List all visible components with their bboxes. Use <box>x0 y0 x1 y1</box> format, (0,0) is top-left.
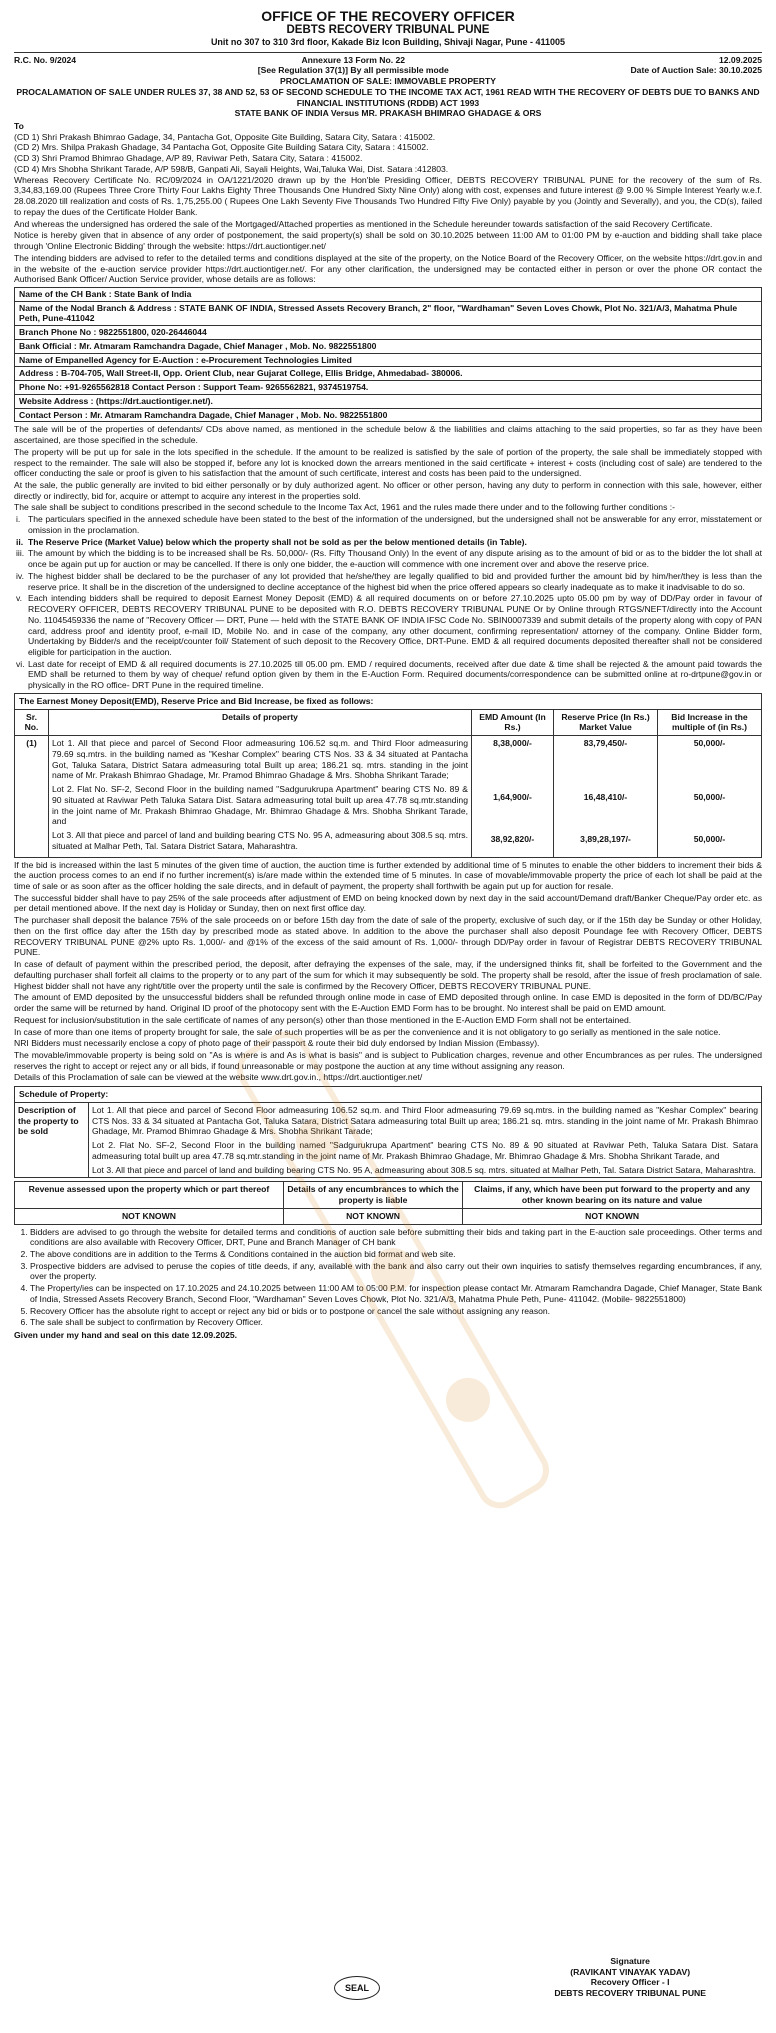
body-para-2: The property will be put up for sale in the lots specified in the schedule. If the amount to be realized is satisfied by the sale of portion of the property, the sale shall be immediately stopped with respect to the remainder. The sale will also be stopped if, before any lot is knocked down the arrears mentioned in the said certificate + interest + costs (including cost of sale) are tendered to the officer conducting the sale or proof is given to his satisfaction that the amount of such certificate, interest and costs has been paid to the undersigned. <box>14 446 762 479</box>
rc-number: R.C. No. 9/2024 <box>14 54 77 65</box>
agency-address: Address : B-704-705, Wall Street-II, Opp. Orient Club, near Gujarat College, Ellis Bridge, Ahmedabad- 380006. <box>15 367 761 381</box>
office-address: Unit no 307 to 310 3rd floor, Kakade Biz Icon Building, Shivaji Nagar, Pune - 411005 <box>210 37 566 48</box>
claims-header: Claims, if any, which have been put forward to the property and any other known bearing on its nature and value <box>463 1182 762 1208</box>
ch-bank-name: Name of the CH Bank : State Bank of India <box>15 288 761 302</box>
header-divider <box>14 52 762 53</box>
terms-para: Details of this Proclamation of sale can be viewed at the website www.drt.gov.in., https://drt.auctiontiger.net/ <box>14 1072 423 1083</box>
note-item: 4. The Property/ies can be inspected on 17.10.2025 and 24.10.2025 between 11:00 AM to 05:00 P.M. for inspection please contact Mr. Atmaram Ramchandra Dagade, Chief Manager, State Bank of India, Stressed Assets Recovery Branch, Second Floor, "Wardhaman" Seven Loves Chowk, Plot No. 321/A/3, Mahatma Phule Peth, Pune- 411042. (Mobile- 9822551800) <box>30 1283 762 1304</box>
emd-table-header <box>15 709 762 735</box>
bid-values <box>658 736 762 857</box>
schedule-lot-1: Lot 1. All that piece and parcel of Second Floor admeasuring 106.52 sq.m. and Third Floor admeasuring 79.69 sq.mtrs. in the building named as "Keshar Complex" bearing CTS Nos. 33 & 34 situated at Pantacha Got, Taluka Satara, District Satara admeasuring total Built up area; 186.21 sq. mtrs. standing in the joint name of Mr. Prakash Bhimrao Ghadage, Mr. Pramod Bhimrao Ghadage & Mrs. Shobha Shrikant Tarade; <box>92 1104 758 1137</box>
col-sr: Sr. No. <box>15 709 49 735</box>
emd-table-heading: The Earnest Money Deposit(EMD), Reserve Price and Bid Increase, be fixed as follows: <box>14 693 762 709</box>
cd1-address: (CD 1) Shri Prakash Bhimrao Gadage, 34, Pantacha Got, Opposite Gite Building, Satara City, Satara : 415002. <box>14 131 436 142</box>
signatory-name: (RAVIKANT VINAYAK YADAV) <box>570 1966 691 1977</box>
cd3-address: (CD 3) Shri Pramod Bhimrao Ghadage, A/P 89, Raviwar Peth, Satara City, Satara : 415002. <box>14 153 363 164</box>
lot-2-emd: 1,64,900/- <box>493 792 532 803</box>
lot-3-description: Lot 3. All that piece and parcel of land and building bearing CTS No. 95 A, admeasuring about 308.5 sq. mtrs. situated at Malhar Peth, Tal. Satara District Satara, Maharashtra. <box>52 830 468 851</box>
addressee-block <box>14 121 762 175</box>
table-row <box>15 736 762 857</box>
note-item: 2. The above conditions are in addition to the Terms & Conditions contained in the auction bid format and web site. <box>30 1249 762 1260</box>
condition-item: i. The particulars specified in the annexed schedule have been stated to the best of the information of the undersigned, but the undersigned shall not be answerable for any error, misstatement or omission in the proclamation. <box>16 514 762 535</box>
branch-phone: Branch Phone No : 9822551800, 020-26446044 <box>15 326 761 340</box>
signatory-office: DEBTS RECOVERY TRIBUNAL PUNE <box>554 1988 706 1999</box>
auction-date: Date of Auction Sale: 30.10.2025 <box>630 65 762 76</box>
cd4-address: (CD 4) Mrs Shobha Shrikant Tarade, A/P 598/B, Ganpati Ali, Sayali Heights, Wai,Taluka Wai, Dist. Satara :412803. <box>14 163 449 174</box>
terms-para: NRI Bidders must necessarily enclose a copy of photo page of their passport & route their bid duly endorsed by Indian Mission (Embassy). <box>14 1038 540 1049</box>
terms-para: If the bid is increased within the last 5 minutes of the given time of auction, the auction time is further extended by additional time of 5 minutes to enable the other bidders to increment their bids & the auction process comes to an end if no further increment(s) is/are made within the extended time of 5 minutes. In case of movable/immovable property the price of each lot shall be paid at the time of sale or as soon after as the officer holding the sale directs, and in default of payment, the property shall forthwith be again put up for auction for resale. <box>14 859 762 891</box>
cd2-address: (CD 2) Mrs. Shilpa Prakash Ghadage, 34 Pantacha Got, Opposite Gite Building Satara City, Satara : 415002. <box>14 142 429 153</box>
note-item: 5. Recovery Officer has the absolute right to accept or reject any bid or bids or to postpone or cancel the sale without assigning any reason. <box>30 1306 762 1317</box>
notes-list <box>14 1227 762 1329</box>
bank-official: Bank Official : Mr. Atmaram Ramchandra Dagade, Chief Manager , Mob. No. 9822551800 <box>15 340 761 354</box>
watermark-mark <box>438 1370 498 1430</box>
schedule-lot-3: Lot 3. All that piece and parcel of land and building bearing CTS No. 95 A, admeasuring about 308.5 sq. mtrs. situated at Malhar Peth, Tal. Satara District Satara, Maharashtra. <box>92 1164 756 1175</box>
note-item: 3. Prospective bidders are advised to peruse the copies of title deeds, if any, available with the bank and also carry out their own inquiries to satisfy themselves regarding encumbrances, if any, over the property. <box>30 1261 762 1282</box>
intro-para-2: And whereas the undersigned has ordered the sale of the Mortgaged/Attached properties as mentioned in the Schedule hereunder towards satisfaction of the said Recovery Certificate. <box>14 218 713 229</box>
schedule-label: Description of the property to be sold <box>15 1102 89 1177</box>
terms-para: The movable/immovable property is being sold on "As is where is and As is what is basis" and is subject to Publication charges, revenue and other Encumbrances as per rules. The undersigned reserves the right to accept or reject any or all bids, if found unreasonable or may postpone the auction at any time without assigning any reason. <box>14 1049 762 1071</box>
signatory-designation: Recovery Officer - I <box>590 1977 670 1988</box>
contact-person: Contact Person : Mr. Atmaram Ramchandra Dagade, Chief Manager , Mob. No. 9822551800 <box>19 409 388 420</box>
notice-date: 12.09.2025 <box>718 54 762 65</box>
terms-para: Request for inclusion/substitution in the sale certificate of names of any person(s) other than those mentioned in the E-Auction EMD Form shall not be entertained. <box>14 1014 632 1025</box>
condition-item: ii. The Reserve Price (Market Value) below which the property shall not be sold as per the below mentioned details (in Table). <box>16 536 527 547</box>
meta-row <box>14 55 762 76</box>
revenue-value: NOT KNOWN <box>15 1208 284 1224</box>
tribunal-title: DEBTS RECOVERY TRIBUNAL PUNE <box>286 24 490 37</box>
terms-para: In case of default of payment within the prescribed period, the deposit, after defraying the expenses of the sale, may, if the undersigned thinks fit, shall be forfeited to the Government and the defaulting purchaser shall forfeit all claims to the property or to any part of the sum for which it may subsequently be sold. The property shall be resold, after the issue of fresh proclamation of sale. Highest bidder shall not have any right/title over the property until the sale is confirmed by the Recovery Officer, DEBTS RECOVERY TRIBUNAL PUNE. <box>14 959 762 991</box>
col-emd: EMD Amount (In Rs.) <box>472 709 554 735</box>
table-row <box>15 1208 762 1224</box>
sr-number: (1) <box>15 736 49 857</box>
proclamation-title: PROCLAMATION OF SALE: IMMOVABLE PROPERTY <box>280 76 496 87</box>
lot-3-emd: 38,92,820/- <box>490 834 535 845</box>
claims-value: NOT KNOWN <box>463 1208 762 1224</box>
intro-para-4: The intending bidders are advised to refer to the detailed terms and conditions displayed at the site of the property, on the Notice Board of the Recovery Officer, on the website https://drt.gov.in and in the website of the e-auction service provider https://drt.auctiontiger.net/. For any other clarification, the undersigned may be contacted either in person or over the phone OR contact the Authorised Bank Officer/ Auction Service provider, whose details are as follows: <box>14 252 762 285</box>
lot-details <box>49 736 472 857</box>
reserve-values <box>554 736 658 857</box>
lot-1-description: Lot 1. All that piece and parcel of Second Floor admeasuring 106.52 sq.m. and Third Floor admeasuring 79.69 sq.mtrs. in the building named as "Keshar Complex" bearing CTS Nos. 33 & 34 situated at Pantacha Got, Taluka Satara, District Satara admeasuring total Built up area; 186.21 sq. mtrs. standing in the joint name of Mr. Prakash Bhimrao Ghadage, Mr. Pramod Bhimrao Ghadage & Mrs. Shobha Shrikant Tarade; <box>52 738 468 781</box>
terms-para: The purchaser shall deposit the balance 75% of the sale proceeds on or before 15th day from the date of sale of the property, exclusive of such day, or if the 15th day be Sunday or other Holiday, then on the first office day after the 15th day by prescribed mode as stated above. In addition to the above the purchaser shall also deposit Poundage fee with Recovery Officer, DEBTS RECOVERY TRIBUNAL PUNE @2% upto Rs. 1,000/- and @1% of the excess of the said amount of Rs. 1,000/- through DD/Pay order in favour of Registrar DEBTS RECOVERY TRIBUNAL PUNE. <box>14 915 762 958</box>
to-label: To <box>14 120 24 131</box>
document-header <box>14 8 762 49</box>
parties-title: STATE BANK OF INDIA Versus MR. PRAKASH BHIMRAO GHADAGE & ORS <box>234 108 542 119</box>
signature-label: Signature <box>610 1956 650 1966</box>
conditions-list <box>14 514 762 691</box>
signature-block <box>554 1956 706 1999</box>
seal-stamp: SEAL <box>334 1976 380 2000</box>
condition-item: v. Each intending bidders shall be required to deposit Earnest Money Deposit (EMD) & all required documents on or before 27.10.2025 upto 05.00 pm by way of DD/Pay order in favour of RECOVERY OFFICER, DEBTS RECOVERY TRIBUNAL PUNE to be deposited with R.O. DEBTS RECOVERY TRIBUNAL PUNE Or by Online through RTGS/NEFT/directly into the Account No. 11045459336 the name of "Recovery Officer — DRT, Pune — held with the STATE BANK OF INDIA IFSC Code No. SBIN0007339 and submit details of the property along with copy of PAN card, address proof and identity proof, e-mail ID, Mobile No. and in case of the company, any other document, confirming representation/ attorney of the company. Online Bidder form, Undertaking by Bidder/s and the receipt/counter foil/ Statement of such deposit to the Recovery Office, DRT-Pune. EMD & all required documents deposited thereafter shall not be considered eligible for participation in the auction. <box>16 593 762 658</box>
regulation-label: [See Regulation 37(1)] By all permissible mode <box>257 65 449 76</box>
auction-agency: Name of Empanelled Agency for E-Auction : e-Procurement Technologies Limited <box>15 354 761 368</box>
rules-title: PROCALAMATION OF SALE UNDER RULES 37, 38 AND 52, 53 OF SECOND SCHEDULE TO THE INCOME TAX ACT, 1961 READ WITH THE RECOVERY OF DEBTS DUE TO BANKS AND FINANCIAL INSTITUTIONS (RDDB) ACT 1993 <box>16 86 760 108</box>
lot-2-reserve: 16,48,410/- <box>583 792 628 803</box>
encumbrance-value: NOT KNOWN <box>283 1208 462 1224</box>
col-bid: Bid Increase in the multiple of (in Rs.) <box>658 709 762 735</box>
lot-2-description: Lot 2. Flat No. SF-2, Second Floor in the building named "Sadgurukrupa Apartment" bearing CTS No. 89 & 90 situated at Raviwar Peth Taluka Satara Dist. Satara admeasuring total built up area 47.78 sq.mtr.standing in the joint name of Mr. Prakash Bhimrao Ghadage, Mr. Bhimrao Ghadage & Mrs. Shobha Shrikant Tarade, and <box>52 784 468 827</box>
encumbrance-table <box>14 1181 762 1224</box>
contact-details-box <box>14 287 762 422</box>
condition-item: iii. The amount by which the bidding is to be increased shall be Rs. 50,000/- (Rs. Fifty Thousand Only) In the event of any dispute arising as to the amount of bid or as to the bidder the lot shall at once be again put up for auction or may be cancelled. If there is only one bidder, the e-auction will commence with one increment over and above the reserve price. <box>16 548 762 570</box>
col-details: Details of property <box>49 709 472 735</box>
revenue-header: Revenue assessed upon the property which or part thereof <box>15 1182 284 1208</box>
schedule-table <box>14 1102 762 1178</box>
post-table-terms <box>14 860 762 1084</box>
encumbrance-header <box>15 1182 762 1208</box>
emd-values <box>472 736 554 857</box>
lot-1-emd: 8,38,000/- <box>493 738 532 749</box>
lot-2-bid: 50,000/- <box>693 792 726 803</box>
condition-item: vi. Last date for receipt of EMD & all required documents is 27.10.2025 till 05.00 pm. EMD / required documents, received after due date & time shall be rejected & the amount paid towards the EMD shall be returned to them by way of cheque/ refund option given by them in the E-Auction Form. Required documents/correspondence can be submitted online at ro-drtpune@gov.in or physically in the RO office- DRT Pune in the required timeline. <box>16 658 762 691</box>
encumbrance-header-cell: Details of any encumbrances to which the property is liable <box>283 1182 462 1208</box>
table-row <box>15 1102 762 1177</box>
lot-3-bid: 50,000/- <box>693 834 726 845</box>
schedule-lot-2: Lot 2. Flat No. SF-2, Second Floor in the building named "Sadgurukrupa Apartment" bearing CTS No. 89 & 90 situated at Raviwar Peth, Taluka Satara Dist. Satara admeasuring total built up area 47.78 sq.mtr.standing in the joint name of Mr. Prakash Bhimrao Ghadage, Mr. Bhimrao Ghadage & Mrs. Shobha Shrikant Tarade, and <box>92 1140 758 1161</box>
office-title: OFFICE OF THE RECOVERY OFFICER <box>261 8 515 24</box>
agency-phone: Phone No: +91-9265562818 Contact Person : Support Team- 9265562821, 9374519754. <box>15 381 761 395</box>
terms-para: In case of more than one items of property brought for sale, the sale of such properties will be as per the convenience and it is not obligatory to go serially as mentioned in the sale notice. <box>14 1026 721 1037</box>
given-under-hand: Given under my hand and seal on this date 12.09.2025. <box>14 1330 238 1341</box>
emd-table <box>14 709 762 858</box>
intro-para-1: Whereas Recovery Certificate No. RC/09/2024 in OA/1221/2020 drawn up by the Hon'ble Presiding Officer, DEBTS RECOVERY TRIBUNAL PUNE for the recovery of the sum of Rs. 3,34,83,169.00 (Rupees Three Crore Thirty Four Lakhs Eighty Three Thousands One Hundred Sixty Nine Only) along with cost, expenses and future interest @ 9.00 % Simple Interest Yearly w.e.f. 28.08.2020 till realization and costs of Rs. 1,75,255.00 ( Rupees One Lakh Seventy Five Thousands Two Hundred Fifty Five Only) payable by you (Jointly and Severally), and you, the CD(s), failed to repay the dues of the Certificate Holder Bank. <box>14 174 762 217</box>
nodal-branch: Name of the Nodal Branch & Address : STATE BANK OF INDIA, Stressed Assets Recovery Branch, 2" floor, "Wardhaman" Seven Loves Chowk, Plot No. 321/A/3, Mahatma Phule Peth, Pune-411042 <box>15 302 761 326</box>
annexure-label: Annexure 13 Form No. 22 <box>301 54 406 65</box>
lot-1-bid: 50,000/- <box>693 738 726 749</box>
date-block <box>630 55 762 76</box>
schedule-title: Schedule of Property: <box>14 1086 762 1102</box>
col-reserve: Reserve Price (In Rs.) Market Value <box>554 709 658 735</box>
body-para-4: The sale shall be subject to conditions prescribed in the second schedule to the Income Tax Act, 1961 and the rules made there under and to the following further conditions :- <box>14 502 676 513</box>
note-item: 6. The sale shall be subject to confirmation by Recovery Officer. <box>30 1317 762 1328</box>
note-item: 1. Bidders are advised to go through the website for detailed terms and conditions of auction sale before submitting their bids and taking part in the E-auction sale proceedings. Other terms and conditions are also available with Recovery Officer, DRT, Pune and Branch Manager of CH bank <box>30 1227 762 1248</box>
schedule-lots <box>89 1102 762 1177</box>
terms-para: The successful bidder shall have to pay 25% of the sale proceeds after adjustment of EMD on being knocked down by next day in the said account/Demand draft/Banker Cheque/Pay order etc. as per detail mentioned above. If the next day is Holiday or Sunday, then on next first office day. <box>14 892 762 914</box>
lot-3-reserve: 3,89,28,197/- <box>580 834 631 845</box>
body-para-1: The sale will be of the properties of defendants/ CDs above named, as mentioned in the schedule below & the liabilities and claims attaching to the said properties, so far as they have been ascertained, are those specified in the schedule. <box>14 424 762 446</box>
terms-para: The amount of EMD deposited by the unsuccessful bidders shall be refunded through online mode in case of EMD deposited through online. In case EMD is deposited in the form of DD/BC/Pay order the same will be returned by hand. Original ID proof of the photocopy sent with the E-Auction EMD Form has to be brought. No interest shall be paid on EMD amount. <box>14 992 762 1014</box>
website-address: Website Address : (https://drt.auctiontiger.net/). <box>15 395 761 409</box>
lot-1-reserve: 83,79,450/- <box>583 738 628 749</box>
intro-para-3: Notice is hereby given that in absence of any order of postponement, the said property(s) shall be sold on 30.10.2025 between 11:00 AM to 01:00 PM by e-auction and bidding shall take place through 'Online Electronic Bidding' through the website: https://drt.auctiontiger.net/ <box>14 230 762 252</box>
annexure-block <box>258 55 449 76</box>
body-para-3: At the sale, the public generally are invited to bid either personally or by duly authorized agent. No officer or other person, having any duty to perform in connection with this sale, however, either directly or indirectly, bid for, acquire or attempt to acquire any interest in the properties sold. <box>14 480 762 501</box>
condition-item: iv. The highest bidder shall be declared to be the purchaser of any lot provided that he/she/they are legally qualified to bid and provided further the amount bid by him/her/they is less than the reserve price. It shall be in the discretion of the undersigned to decline acceptance of the highest bid when the price offered appears so clearly inadequate as to make it inadvisable to do so. <box>16 570 762 592</box>
